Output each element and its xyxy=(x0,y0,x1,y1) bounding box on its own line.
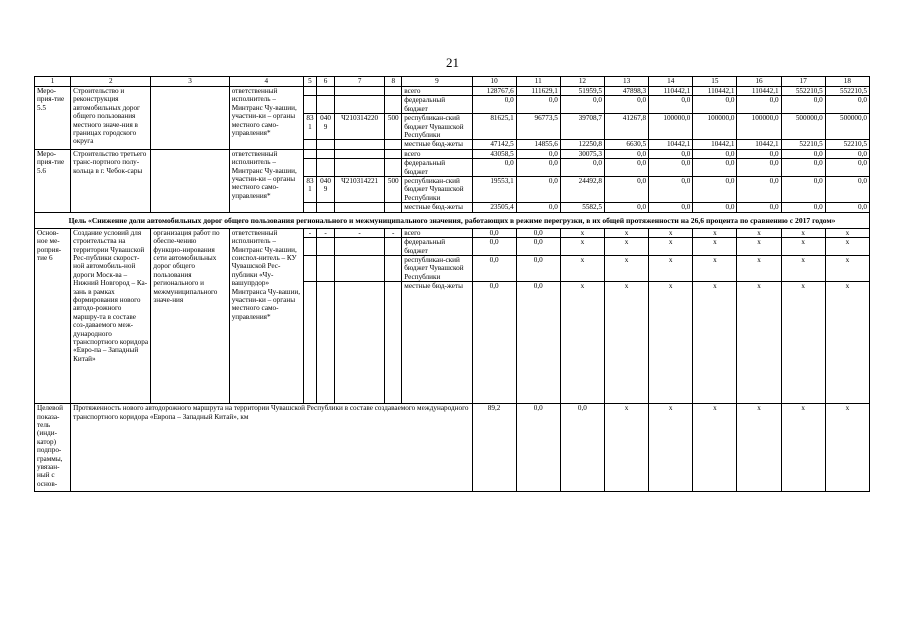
rzpr-code: - xyxy=(316,228,334,237)
column-number: 5 xyxy=(303,77,316,87)
column-number: 15 xyxy=(693,77,737,87)
value-cell: 100000,0 xyxy=(693,114,737,140)
column-number: 12 xyxy=(560,77,604,87)
value-cell: 0,0 xyxy=(604,177,648,203)
value-cell: 0,0 xyxy=(825,96,869,114)
value-cell: 12250,8 xyxy=(560,140,604,149)
target-text: Протяженность нового автодорожного маршрута на территории Чувашской Республики в составе создаваемого международного транспортного коридора «Европа – Западный Китай», км xyxy=(71,404,472,492)
value-cell: 0,0 xyxy=(825,149,869,158)
value-cell: 52210,5 xyxy=(825,140,869,149)
table-row xyxy=(35,149,870,158)
value-cell: x xyxy=(693,282,737,404)
value-cell: 111629,1 xyxy=(516,87,560,96)
measure-code: Основ-ное ме-роприя-тие 6 xyxy=(35,228,71,403)
value-cell: 100000,0 xyxy=(649,114,693,140)
column-number: 9 xyxy=(402,77,472,87)
value-cell: x xyxy=(737,238,781,256)
value-cell: 47898,3 xyxy=(604,87,648,96)
source-label: федеральный бюджет xyxy=(402,238,472,256)
value-cell: 110442,1 xyxy=(693,87,737,96)
source-label: местные бюд-жеты xyxy=(402,282,472,404)
value-cell: 0,0 xyxy=(737,96,781,114)
grbs-code: - xyxy=(303,228,316,237)
source-label: местные бюд-жеты xyxy=(402,140,472,149)
value-cell: 0,0 xyxy=(560,404,604,492)
source-label: всего xyxy=(402,149,472,158)
value-cell: x xyxy=(560,238,604,256)
csr-code: Ч210314220 xyxy=(335,114,385,140)
value-cell: x xyxy=(604,255,648,281)
value-cell: x xyxy=(693,255,737,281)
value-cell: x xyxy=(781,255,825,281)
value-cell: 0,0 xyxy=(516,203,560,212)
goal-text: Цель «Снижение доли автомобильных дорог общего пользования регионального и межмуниципального значения, работающих в режиме перегрузки, в их общей протяженности на 26,6 процента по сравнению с 2017 годом» xyxy=(35,212,870,228)
rzpr-code: 0409 xyxy=(316,177,334,203)
value-cell: 6630,5 xyxy=(604,140,648,149)
value-cell: x xyxy=(737,228,781,237)
value-cell: 0,0 xyxy=(693,96,737,114)
value-cell: 0,0 xyxy=(472,255,516,281)
value-cell: 0,0 xyxy=(604,149,648,158)
value-cell: 0,0 xyxy=(693,159,737,177)
value-cell: 30075,3 xyxy=(560,149,604,158)
value-cell: 128767,6 xyxy=(472,87,516,96)
value-cell: 0,0 xyxy=(472,282,516,404)
column-number: 1 xyxy=(35,77,71,87)
value-cell: 0,0 xyxy=(604,203,648,212)
value-cell: 0,0 xyxy=(649,177,693,203)
column-number-row xyxy=(35,77,870,87)
value-cell: 0,0 xyxy=(737,159,781,177)
value-cell: x xyxy=(693,238,737,256)
target-label: Целевой показа-тель (инди-катор) подпро-граммы, увязан-ный с основ- xyxy=(35,404,71,492)
value-cell: x xyxy=(825,282,869,404)
value-cell: 19553,1 xyxy=(472,177,516,203)
value-cell: x xyxy=(604,238,648,256)
column-number: 2 xyxy=(71,77,151,87)
value-cell: 0,0 xyxy=(516,404,560,492)
value-cell: 0,0 xyxy=(737,149,781,158)
value-cell: 552210,5 xyxy=(825,87,869,96)
value-cell: 0,0 xyxy=(516,255,560,281)
measure-responsible: ответственный исполнитель – Минтранс Чу-вашии, соиспол-нитель – КУ Чувашской Рес-публики «Чу-вашупрдор» Минтранса Чу-вашии, участни-ки – органы местного само-управления* xyxy=(229,228,303,403)
source-label: федеральный бюджет xyxy=(402,96,472,114)
value-cell: x xyxy=(693,228,737,237)
measure-link xyxy=(151,87,229,150)
value-cell: 0,0 xyxy=(649,96,693,114)
value-cell: 0,0 xyxy=(516,149,560,158)
column-number: 7 xyxy=(335,77,385,87)
value-cell: x xyxy=(737,404,781,492)
goal-row xyxy=(35,212,870,228)
value-cell: 0,0 xyxy=(472,159,516,177)
value-cell: x xyxy=(649,404,693,492)
grbs-code: 831 xyxy=(303,114,316,140)
source-label: республикан-ский бюджет Чувашской Республики xyxy=(402,177,472,203)
value-cell: x xyxy=(737,282,781,404)
measure-code: Меро-прия-тие 5.6 xyxy=(35,149,71,212)
value-cell: 0,0 xyxy=(781,159,825,177)
column-number: 10 xyxy=(472,77,516,87)
value-cell: 0,0 xyxy=(649,159,693,177)
value-cell: x xyxy=(825,255,869,281)
value-cell: 81625,1 xyxy=(472,114,516,140)
source-label: всего xyxy=(402,87,472,96)
value-cell: 43058,5 xyxy=(472,149,516,158)
column-number: 4 xyxy=(229,77,303,87)
value-cell: 0,0 xyxy=(516,238,560,256)
value-cell: 0,0 xyxy=(560,159,604,177)
value-cell: 0,0 xyxy=(472,238,516,256)
value-cell: 500000,0 xyxy=(781,114,825,140)
value-cell: x xyxy=(649,228,693,237)
value-cell: x xyxy=(649,238,693,256)
value-cell: 0,0 xyxy=(737,203,781,212)
value-cell: 39708,7 xyxy=(560,114,604,140)
value-cell: 51959,5 xyxy=(560,87,604,96)
value-cell: 47142,5 xyxy=(472,140,516,149)
value-cell: x xyxy=(604,282,648,404)
value-cell: 0,0 xyxy=(516,177,560,203)
value-cell: 5582,5 xyxy=(560,203,604,212)
value-cell: 10442,1 xyxy=(693,140,737,149)
value-cell: 0,0 xyxy=(781,203,825,212)
source-label: всего xyxy=(402,228,472,237)
value-cell: 0,0 xyxy=(649,203,693,212)
value-cell: x xyxy=(781,404,825,492)
column-number: 13 xyxy=(604,77,648,87)
measure-name: Создание условий для строительства на территории Чувашской Рес-публики скорост-ной автомобиль-ной дороги Моск-ва – Нижний Новгород – Ка-зань в рамках формирования нового автодо-рожного маршру-та в составе соз-даваемого меж-дународного транспортного коридора «Евро-па – Западный Китай» xyxy=(71,228,151,403)
value-cell: 52210,5 xyxy=(781,140,825,149)
source-label: республикан-ский бюджет Чувашской Республики xyxy=(402,114,472,140)
measure-code: Меро-прия-тие 5.5 xyxy=(35,87,71,150)
value-cell: 0,0 xyxy=(516,228,560,237)
page-number: 21 xyxy=(446,55,459,70)
column-number: 8 xyxy=(385,77,402,87)
value-cell: x xyxy=(781,228,825,237)
value-cell: 0,0 xyxy=(516,96,560,114)
value-cell: x xyxy=(649,282,693,404)
value-cell: 0,0 xyxy=(604,159,648,177)
value-cell: x xyxy=(649,255,693,281)
value-cell: x xyxy=(604,404,648,492)
value-cell: 23505,4 xyxy=(472,203,516,212)
csr-code: - xyxy=(335,228,385,237)
value-cell: 0,0 xyxy=(649,149,693,158)
value-cell: 0,0 xyxy=(737,177,781,203)
value-cell: 0,0 xyxy=(472,96,516,114)
source-label: федеральный бюджет xyxy=(402,159,472,177)
value-cell: 0,0 xyxy=(693,177,737,203)
value-cell: 110442,1 xyxy=(737,87,781,96)
value-cell: x xyxy=(825,404,869,492)
column-number: 18 xyxy=(825,77,869,87)
program-table xyxy=(34,76,870,492)
value-cell: 41267,8 xyxy=(604,114,648,140)
table-row xyxy=(35,87,870,96)
measure-responsible: ответственный исполнитель – Минтранс Чу-вашии, участни-ки – органы местного само-управления* xyxy=(229,149,303,212)
column-number: 16 xyxy=(737,77,781,87)
value-cell: 100000,0 xyxy=(737,114,781,140)
value-cell: 0,0 xyxy=(604,96,648,114)
column-number: 11 xyxy=(516,77,560,87)
column-number: 3 xyxy=(151,77,229,87)
rzpr-code: 0409 xyxy=(316,114,334,140)
value-cell: 110442,1 xyxy=(649,87,693,96)
value-cell: x xyxy=(560,228,604,237)
source-label: местные бюд-жеты xyxy=(402,203,472,212)
value-cell: x xyxy=(560,282,604,404)
value-cell: 0,0 xyxy=(516,159,560,177)
value-cell: x xyxy=(825,238,869,256)
column-number: 17 xyxy=(781,77,825,87)
value-cell: 552210,5 xyxy=(781,87,825,96)
measure-responsible: ответственный исполнитель – Минтранс Чу-вашии, участни-ки – органы местного само-управления* xyxy=(229,87,303,150)
value-cell: 24492,8 xyxy=(560,177,604,203)
column-number: 6 xyxy=(316,77,334,87)
target-row xyxy=(35,404,870,492)
measure-name: Строительство и реконструкция автомобильных дорог общего пользования местного значе-ния в границах городского округа xyxy=(71,87,151,150)
value-cell: 0,0 xyxy=(825,159,869,177)
value-cell: x xyxy=(693,404,737,492)
vr-code: 500 xyxy=(385,177,402,203)
value-cell: 0,0 xyxy=(825,203,869,212)
value-cell: 10442,1 xyxy=(649,140,693,149)
table-row xyxy=(35,228,870,237)
vr-code: 500 xyxy=(385,114,402,140)
value-cell: x xyxy=(781,238,825,256)
measure-link xyxy=(151,149,229,212)
value-cell: 0,0 xyxy=(693,203,737,212)
source-label: республикан-ский бюджет Чувашской Республики xyxy=(402,255,472,281)
value-cell: 0,0 xyxy=(781,96,825,114)
value-cell: 0,0 xyxy=(781,177,825,203)
value-cell: x xyxy=(781,282,825,404)
value-cell: 500000,0 xyxy=(825,114,869,140)
value-cell: 14855,6 xyxy=(516,140,560,149)
value-cell: 0,0 xyxy=(825,177,869,203)
value-cell: 0,0 xyxy=(560,96,604,114)
grbs-code: 831 xyxy=(303,177,316,203)
value-cell: 96773,5 xyxy=(516,114,560,140)
value-cell: x xyxy=(604,228,648,237)
column-number: 14 xyxy=(649,77,693,87)
value-cell: 10442,1 xyxy=(737,140,781,149)
vr-code: - xyxy=(385,228,402,237)
value-cell: x xyxy=(737,255,781,281)
value-cell: 0,0 xyxy=(516,282,560,404)
measure-link: организация работ по обеспе-чению функцио-нирования сети автомобильных дорог общего пользования регионального и межмуниципального значе-ния xyxy=(151,228,229,403)
csr-code: Ч210314221 xyxy=(335,177,385,203)
value-cell: 89,2 xyxy=(472,404,516,492)
value-cell: 0,0 xyxy=(472,228,516,237)
value-cell: 0,0 xyxy=(693,149,737,158)
measure-name: Строительство третьего транс-портного полу-кольца в г. Чебок-сары xyxy=(71,149,151,212)
value-cell: x xyxy=(560,255,604,281)
value-cell: x xyxy=(825,228,869,237)
value-cell: 0,0 xyxy=(781,149,825,158)
